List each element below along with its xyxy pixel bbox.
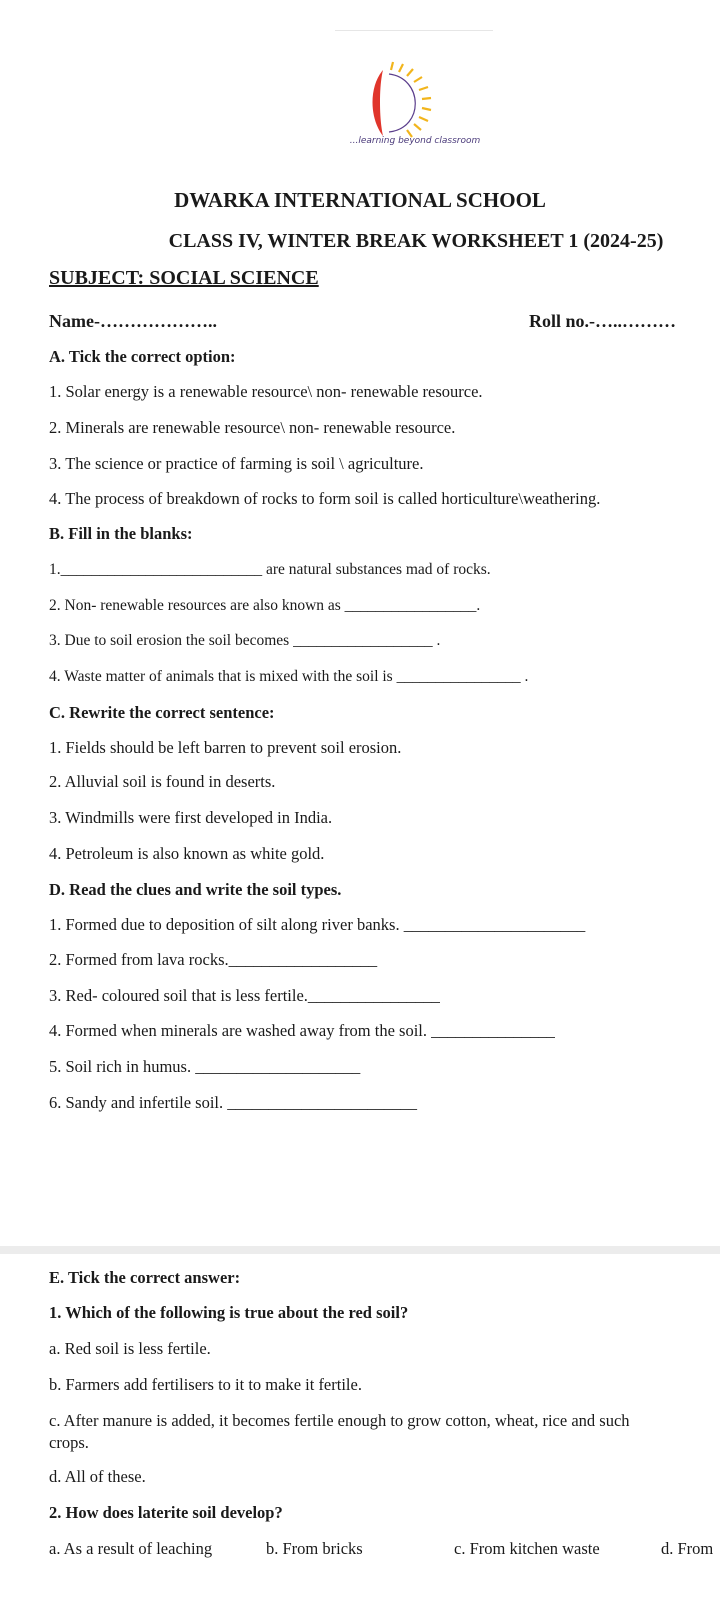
section-a-item-3: 3. The science or practice of farming is soil \ agriculture. [49,454,424,473]
q1-option-c-continued: crops. [49,1433,89,1452]
section-d-item-6: 6. Sandy and infertile soil. _______________________ [49,1093,418,1112]
section-a-item-2: 2. Minerals are renewable resource\ non- renewable resource. [49,418,456,437]
section-d-item-4: 4. Formed when minerals are washed away from the soil. _______________ [49,1021,555,1040]
class-title: CLASS IV, WINTER BREAK WORKSHEET 1 (2024-25) [168,230,664,252]
section-c-item-1: 1. Fields should be left barren to prevent soil erosion. [49,738,402,757]
section-b-item-2: 2. Non- renewable resources are also known as _________________. [49,597,481,614]
section-d-item-5: 5. Soil rich in humus. ____________________ [49,1057,361,1076]
top-rule [335,30,493,31]
worksheet-page-2 [0,1254,720,1600]
section-a-item-1: 1. Solar energy is a renewable resource\ non- renewable resource. [49,382,483,401]
section-c-item-4: 4. Petroleum is also known as white gold. [49,844,325,863]
section-d-heading: D. Read the clues and write the soil types. [49,880,342,899]
section-c-item-2: 2. Alluvial soil is found in deserts. [49,772,276,791]
q1-option-d: d. All of these. [49,1467,146,1486]
school-tagline: ...learning beyond classroom [349,136,481,146]
section-b-item-1: 1.__________________________ are natural substances mad of rocks. [49,561,491,578]
section-b-item-4: 4. Waste matter of animals that is mixed with the soil is ________________ . [49,668,529,685]
roll-no-field-label: Roll no.-…..……… [529,311,677,331]
q2-option-a: a. As a result of leaching [49,1539,213,1558]
section-d-item-3: 3. Red- coloured soil that is less fertile.________________ [49,986,440,1005]
q1-option-c: c. After manure is added, it becomes fertile enough to grow cotton, wheat, rice and such [49,1411,630,1430]
q1-option-a: a. Red soil is less fertile. [49,1339,211,1358]
page-separator [0,1246,720,1254]
section-d-item-2: 2. Formed from lava rocks.__________________ [49,950,378,969]
section-e-heading: E. Tick the correct answer: [49,1268,241,1287]
section-b-item-3: 3. Due to soil erosion the soil becomes __________________ . [49,632,441,649]
section-a-heading: A. Tick the correct option: [49,347,236,366]
section-b-heading: B. Fill in the blanks: [49,524,193,543]
section-e-question-1: 1. Which of the following is true about the red soil? [49,1303,409,1322]
section-c-heading: C. Rewrite the correct sentence: [49,703,275,722]
q1-option-b: b. Farmers add fertilisers to it to make it fertile. [49,1375,362,1394]
section-c-item-3: 3. Windmills were first developed in India. [49,808,333,827]
q2-option-b: b. From bricks [266,1539,363,1558]
section-d-item-1: 1. Formed due to deposition of silt along river banks. ______________________ [49,915,586,934]
q2-option-d: d. From [661,1539,714,1558]
school-name: DWARKA INTERNATIONAL SCHOOL [174,188,546,212]
section-e-question-2: 2. How does laterite soil develop? [49,1503,283,1522]
q2-option-c: c. From kitchen waste [454,1539,600,1558]
subject-title: SUBJECT: SOCIAL SCIENCE [49,267,319,289]
section-a-item-4: 4. The process of breakdown of rocks to form soil is called horticulture\weathering. [49,489,601,508]
name-field-label: Name-……………….. [49,311,217,331]
